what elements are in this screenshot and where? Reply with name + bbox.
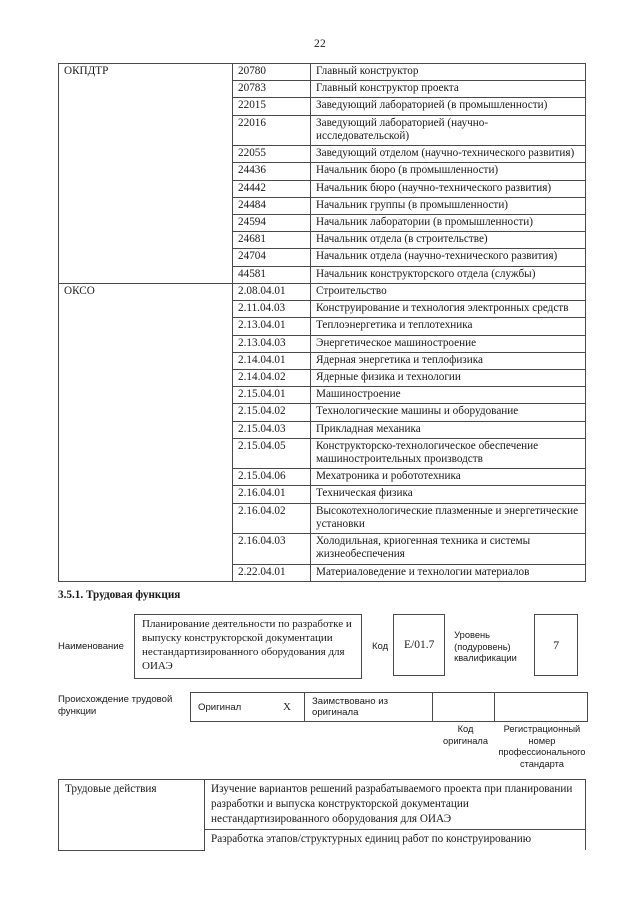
origin-cells	[190, 692, 588, 722]
classifier-code: 2.16.04.01	[233, 486, 311, 503]
classifier-code: 44581	[233, 266, 311, 283]
classifier-title: Начальник бюро (в промышленности)	[311, 163, 586, 180]
labour-function-code-label: Код	[372, 641, 389, 652]
classifier-group-name: ОКПДТР	[59, 64, 233, 284]
origin-caption-spacer	[198, 724, 435, 770]
classifier-code: 22016	[233, 115, 311, 145]
origin-label: Происхождение трудовой функции	[58, 694, 173, 718]
origin-registration-number-caption: Регистрационный номер профессионального стандарта	[498, 724, 586, 769]
classifier-title: Прикладная механика	[311, 421, 586, 438]
classifier-title: Заведующий лабораторией (научно-исследовательской)	[311, 115, 586, 145]
page-number: 22	[313, 38, 327, 50]
classifier-code: 24436	[233, 163, 311, 180]
origin-captions	[198, 724, 588, 770]
classifier-code: 2.16.04.03	[233, 534, 311, 564]
classifier-code: 2.15.04.03	[233, 421, 311, 438]
classifier-code: 20780	[233, 64, 311, 81]
classifier-title: Главный конструктор	[311, 64, 586, 81]
labour-function-row	[58, 614, 588, 684]
section-heading-labour-function: 3.5.1. Трудовая функция	[58, 589, 181, 601]
classifier-group-name: ОКСО	[59, 283, 233, 581]
classifier-title: Главный конструктор проекта	[311, 81, 586, 98]
origin-registration-number-cell	[494, 692, 588, 722]
classifier-code: 2.15.04.01	[233, 387, 311, 404]
classifier-code: 20783	[233, 81, 311, 98]
origin-original-mark: X	[270, 692, 304, 722]
labour-action-item: Разработка этапов/структурных единиц работ по конструированию	[205, 830, 586, 850]
labour-actions-body	[59, 780, 586, 851]
classifier-title: Начальник группы (в промышленности)	[311, 197, 586, 214]
classifier-title: Теплоэнергетика и теплотехника	[311, 318, 586, 335]
classifier-code: 24704	[233, 249, 311, 266]
labour-function-block	[58, 614, 588, 684]
classifier-code: 24681	[233, 232, 311, 249]
labour-function-name-value: Планирование деятельности по разработке и выпуску конструкторской документации нестандартизированного оборудования для ОИАЭ	[134, 614, 362, 679]
classifier-code: 22015	[233, 98, 311, 115]
qualification-level-label: Уровень (подуровень) квалификации	[454, 630, 517, 664]
classifier-code: 24442	[233, 180, 311, 197]
classifier-title: Начальник отдела (в строительстве)	[311, 232, 586, 249]
classifier-title: Материаловедение и технологии материалов	[311, 564, 586, 581]
classifier-title: Ядерные физика и технологии	[311, 369, 586, 386]
classifier-title: Холодильная, криогенная техника и системы жизнеобеспечения	[311, 534, 586, 564]
classifier-title: Конструирование и технология электронных средств	[311, 301, 586, 318]
classifier-table	[58, 63, 586, 582]
qualification-level-value: 7	[534, 614, 578, 676]
classifier-code: 22055	[233, 146, 311, 163]
classifier-code: 2.11.04.03	[233, 301, 311, 318]
labour-actions-table	[58, 779, 586, 851]
classifier-title: Высокотехнологические плазменные и энергетические установки	[311, 503, 586, 533]
labour-function-code-value: Е/01.7	[393, 614, 445, 676]
table-row	[59, 64, 586, 81]
origin-block	[58, 692, 588, 770]
classifier-title: Техническая физика	[311, 486, 586, 503]
classifier-code: 2.08.04.01	[233, 283, 311, 300]
classifier-code: 2.14.04.01	[233, 352, 311, 369]
classifier-code: 2.13.04.03	[233, 335, 311, 352]
classifier-title: Машиностроение	[311, 387, 586, 404]
classifier-title: Начальник конструкторского отдела (службы)	[311, 266, 586, 283]
classifier-title: Технологические машины и оборудование	[311, 404, 586, 421]
origin-original-cell: Оригинал	[190, 692, 270, 722]
classifier-title: Конструкторско-технологическое обеспечение машиностроительных производств	[311, 438, 586, 468]
classifier-code: 24484	[233, 197, 311, 214]
origin-code-caption: Код оригинала	[443, 724, 489, 746]
table-row	[59, 283, 586, 300]
classifier-code: 2.22.04.01	[233, 564, 311, 581]
classifier-code: 2.13.04.01	[233, 318, 311, 335]
labour-actions-label: Трудовые действия	[59, 780, 205, 851]
table-row	[59, 780, 586, 830]
origin-row	[58, 692, 588, 722]
classifier-title: Начальник отдела (научно-технического развития)	[311, 249, 586, 266]
classifier-code: 2.15.04.05	[233, 438, 311, 468]
classifier-code: 2.14.04.02	[233, 369, 311, 386]
classifier-code: 2.16.04.02	[233, 503, 311, 533]
classifier-title: Строительство	[311, 283, 586, 300]
classifier-title: Начальник лаборатории (в промышленности)	[311, 214, 586, 231]
classifier-title: Начальник бюро (научно-технического развития)	[311, 180, 586, 197]
labour-action-item: Изучение вариантов решений разрабатываемого проекта при планировании разработки и выпуска конструкторской документации нестандартизированного оборудования для ОИАЭ	[205, 780, 586, 830]
classifier-code: 2.15.04.02	[233, 404, 311, 421]
classifier-title: Мехатроника и робототехника	[311, 469, 586, 486]
classifier-title: Энергетическое машиностроение	[311, 335, 586, 352]
origin-borrowed-cell: Заимствовано из оригинала	[304, 692, 432, 722]
classifier-table-body	[59, 64, 586, 582]
origin-code-cell	[432, 692, 494, 722]
classifier-title: Ядерная энергетика и теплофизика	[311, 352, 586, 369]
classifier-title: Заведующий лабораторией (в промышленности)	[311, 98, 586, 115]
classifier-title: Заведующий отделом (научно-технического развития)	[311, 146, 586, 163]
classifier-code: 24594	[233, 214, 311, 231]
classifier-code: 2.15.04.06	[233, 469, 311, 486]
labour-function-name-label: Наименование	[58, 641, 124, 652]
